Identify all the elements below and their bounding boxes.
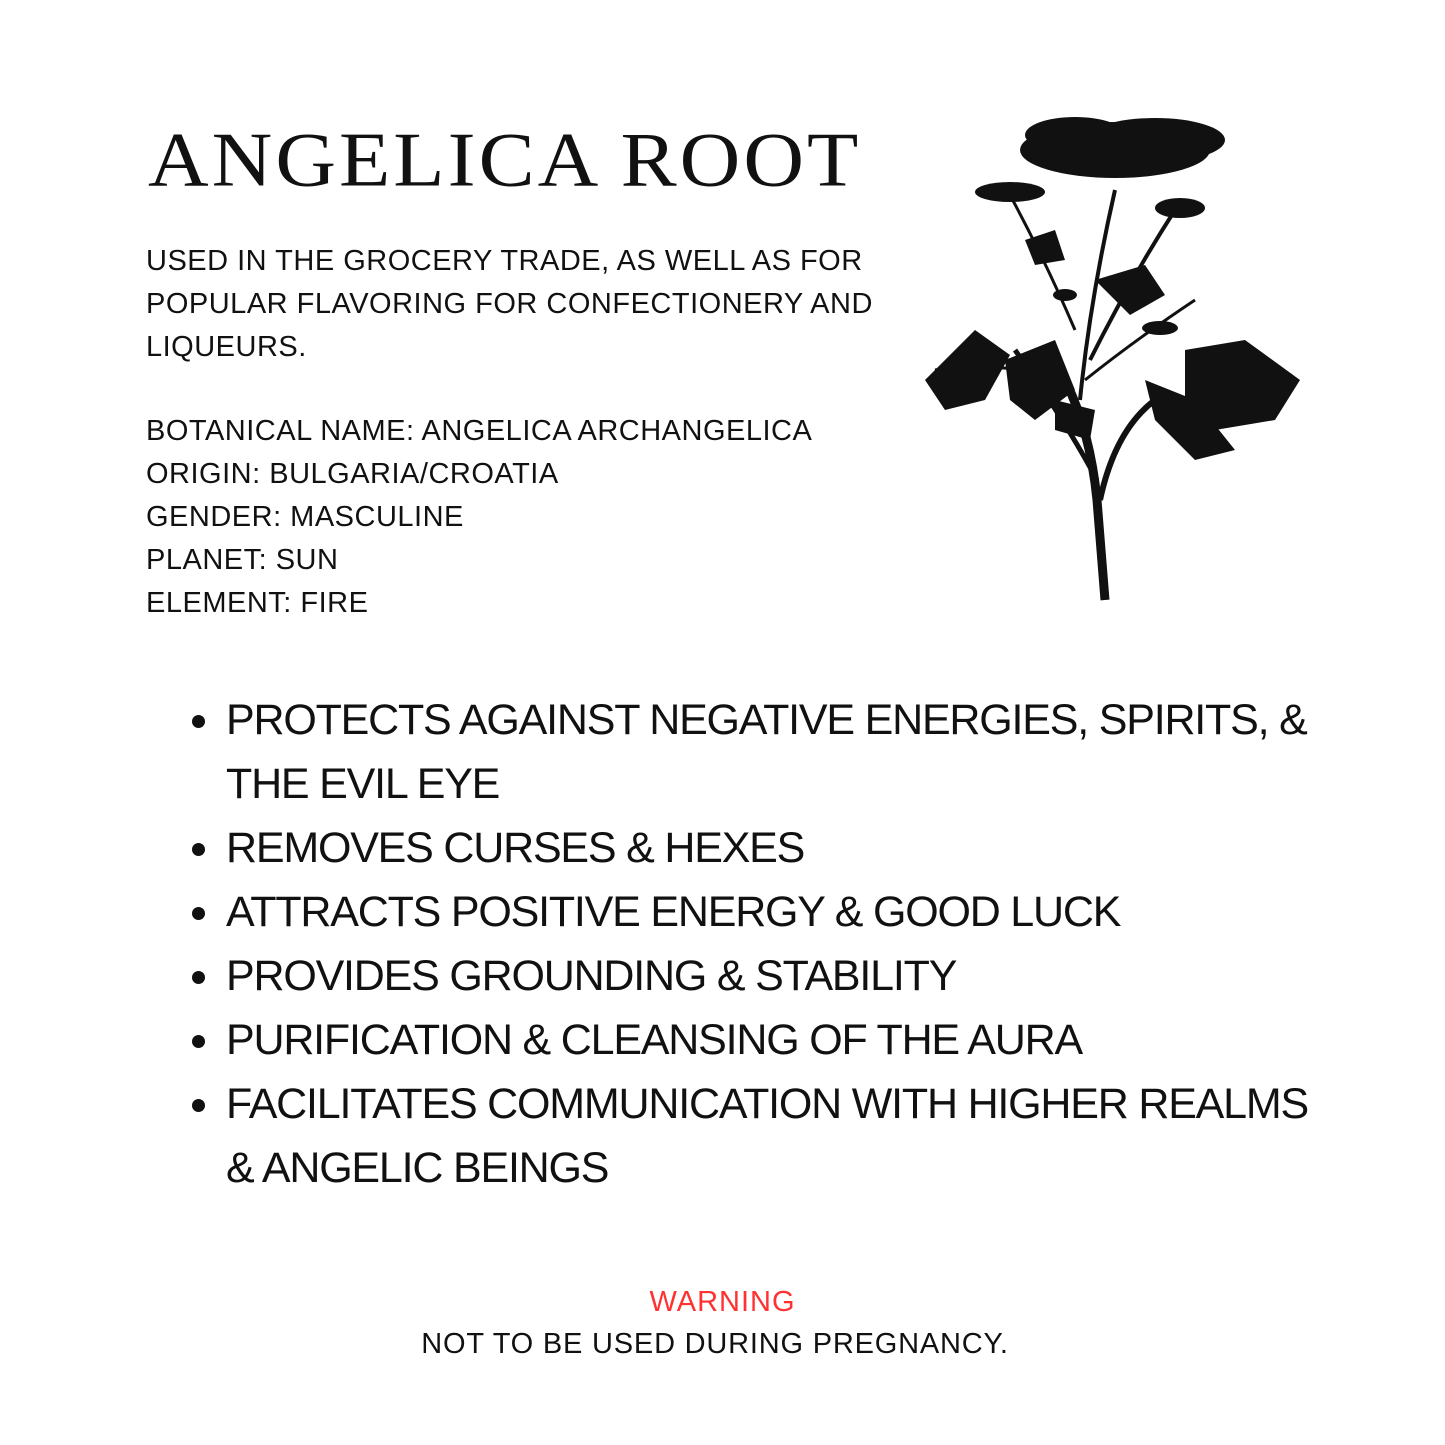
angelica-plant-illustration xyxy=(915,100,1305,605)
benefits-list xyxy=(186,688,1324,1200)
warning-text: NOT TO BE USED DURING PREGNANCY. xyxy=(421,1328,1009,1360)
fact-botanical-name: BOTANICAL NAME: ANGELICA ARCHANGELICA xyxy=(146,415,813,447)
page-title: ANGELICA ROOT xyxy=(148,117,862,203)
benefit-item: • ATTRACTS POSITIVE ENERGY & GOOD LUCK xyxy=(224,880,1324,944)
benefit-item: • PROTECTS AGAINST NEGATIVE ENERGIES, SPIRITS, & THE EVIL EYE xyxy=(224,688,1324,816)
benefit-item: • PURIFICATION & CLEANSING OF THE AURA xyxy=(224,1008,1324,1072)
fact-element: ELEMENT: FIRE xyxy=(146,587,369,619)
facts-list xyxy=(146,410,812,625)
fact-planet: PLANET: SUN xyxy=(146,544,339,576)
benefit-item: • FACILITATES COMMUNICATION WITH HIGHER REALMS & ANGELIC BEINGS xyxy=(224,1072,1324,1200)
benefit-item: • REMOVES CURSES & HEXES xyxy=(224,816,1324,880)
warning-label: WARNING xyxy=(649,1286,796,1318)
intro-description: USED IN THE GROCERY TRADE, AS WELL AS FOR POPULAR FLAVORING FOR CONFECTIONERY AND LIQUEURS. xyxy=(146,245,873,363)
benefit-item: • PROVIDES GROUNDING & STABILITY xyxy=(224,944,1324,1008)
fact-gender: GENDER: MASCULINE xyxy=(146,501,464,533)
fact-origin: ORIGIN: BULGARIA/CROATIA xyxy=(146,458,559,490)
